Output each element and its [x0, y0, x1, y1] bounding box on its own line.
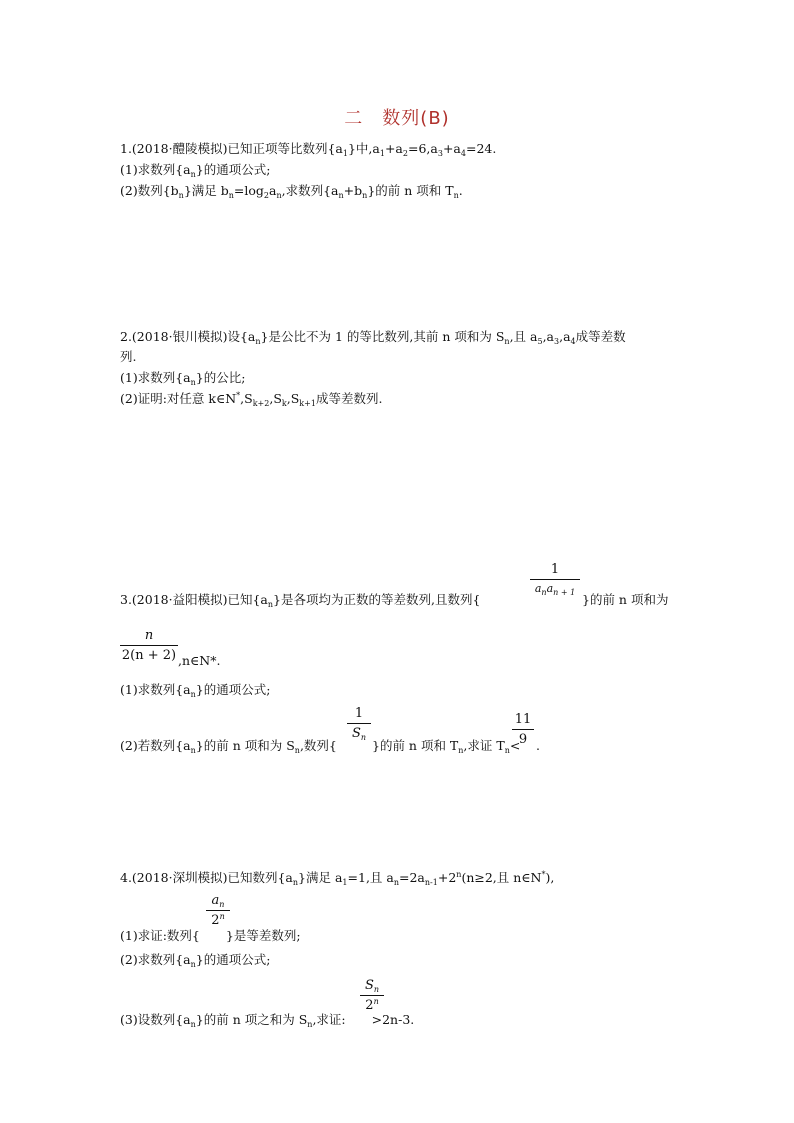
q2-stem: 2.(2018·银川模拟)设$\{a_n\}$是公比不为 1 的等比数列,其前 n 项和为 $S_n$,且 $a_5,a_3,a_4$成等差数 — [120, 329, 626, 346]
q3-stem-c: ,n∈N*. — [178, 653, 221, 668]
q4-part3: (3)设数列$\{a_n\}$的前 n 项之和为 $S_n$,求证: >2n-3. — [120, 1012, 415, 1029]
q3-stem: 3.(2018·益阳模拟)已知$\{a_n\}$是各项均为正数的等差数列,且数列{ — [120, 592, 481, 609]
q4-part1-fraction — [206, 893, 230, 928]
q1-part2: (2)数列$\{b_n\}$满足 $b_n=\log_2a_n$,求数列$\{a_n+b_n\}$的前 n 项和 $T_n$. — [120, 183, 463, 200]
q3-part2-fraction-den: $S_n$ — [351, 726, 367, 742]
q2-part2: (2)证明:对任意 $k\in N^*,S_{k+2},S_k,S_{k+1}$成等差数列. — [120, 391, 383, 408]
q4-stem: 4.(2018·深圳模拟)已知数列$\{a_n\}$满足 $a_1=1$,且 $a_n=2a_{n-1}+2^n(n\ge 2$,且 n∈N*), — [120, 870, 555, 887]
q2-part1: (1)求数列$\{a_n\}$的公比; — [120, 370, 246, 387]
q4-part3-fraction-den: 2$^n$ — [365, 997, 379, 1013]
q3-fraction-1: 1 $a_na_{n + 1}$ — [530, 562, 580, 595]
q3-part2-c: . — [536, 738, 540, 753]
q1-stem: 1.(2018·醴陵模拟)已知正项等比数列$\{a_1\}$中$,a_1+a_2=6,a_3+a_4=24$. — [120, 141, 497, 158]
q4-part3-fraction-num: $S_n$ — [364, 978, 380, 994]
q3-part2-fraction: 1 $S_n$ — [347, 706, 371, 741]
q4-part3-fraction — [360, 978, 384, 1013]
q3-part1: (1)求数列$\{a_n\}$的通项公式; — [120, 682, 271, 699]
q3-fraction-1-den: $a_na_{n + 1}$ — [534, 582, 576, 597]
q1-part1: (1)求数列$\{a_n\}$的通项公式; — [120, 162, 271, 179]
q3-fraction-2: n 2(n + 2) — [121, 628, 177, 663]
q3-stem-b: }的前 n 项和为 — [582, 592, 669, 607]
q2-stem-cont: 列. — [120, 349, 137, 364]
page-title: 二 数列(B) — [344, 108, 450, 129]
q4-part1-fraction-num: $a_n$ — [211, 893, 225, 909]
q4-part1: (1)求证:数列{ }是等差数列; — [120, 928, 301, 943]
q4-part1-fraction-den: 2$^n$ — [211, 912, 225, 928]
q3-part2: (2)若数列$\{a_n\}$的前 n 项和为 $S_n$,数列{ — [120, 738, 337, 755]
q3-part2-fraction-2: 11 9 — [512, 712, 534, 747]
q3-part2-b: }的前 n 项和 $T_n$,求证 $T_n<$ — [372, 738, 521, 755]
q4-part2: (2)求数列$\{a_n\}$的通项公式; — [120, 952, 271, 969]
